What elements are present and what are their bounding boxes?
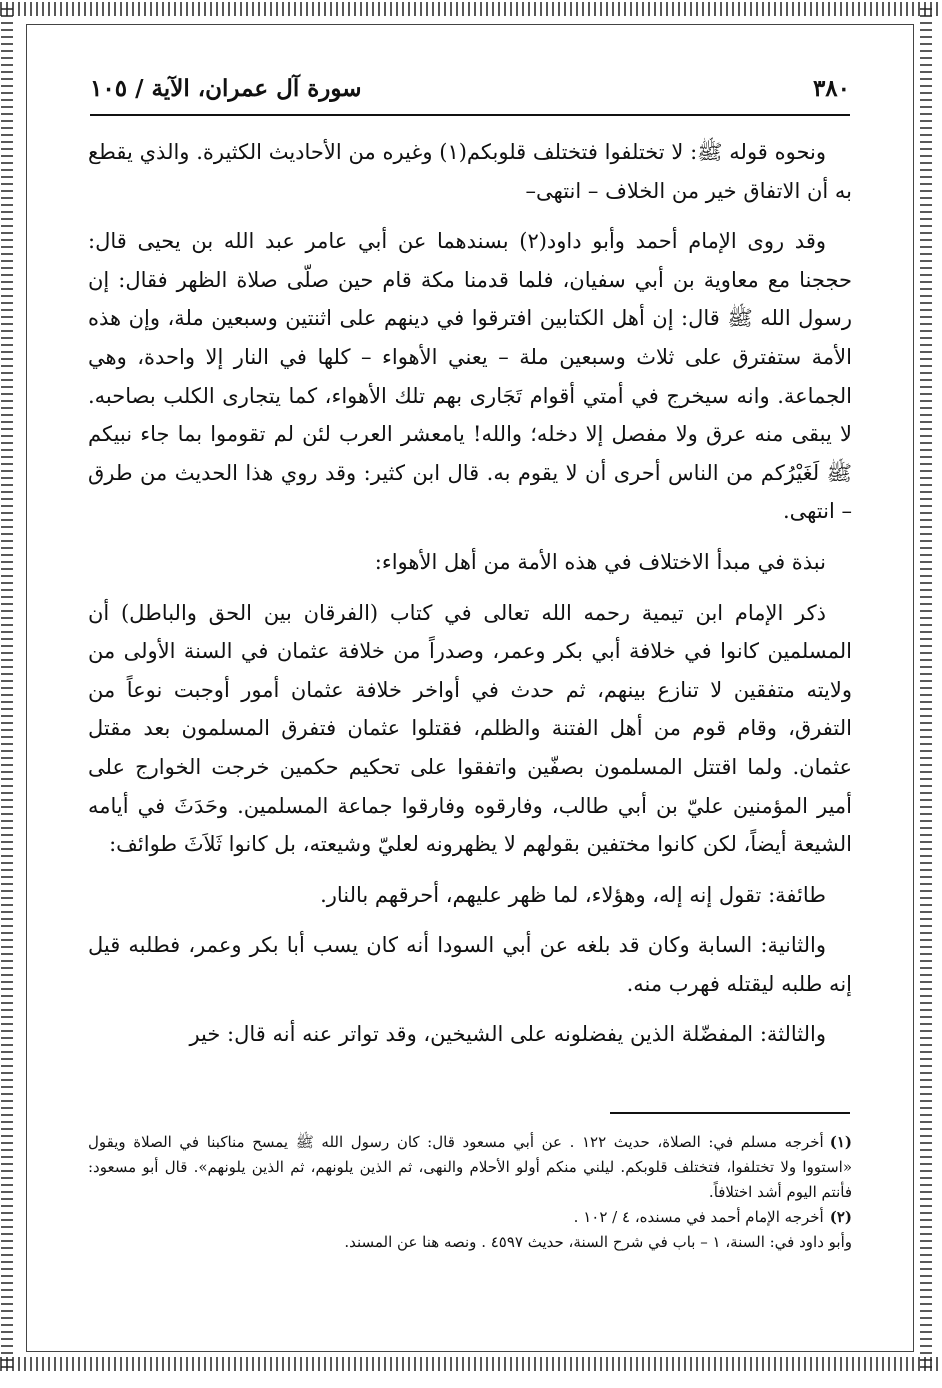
- page-number: ٣٨٠: [812, 74, 850, 102]
- ornamental-border-top: [0, 2, 942, 16]
- footnote: [88, 1130, 852, 1205]
- ornamental-border-right: [920, 8, 932, 1368]
- paragraph: وقد روى الإمام أحمد وأبو داود(٢) بسندهما عن أبي عامر عبد الله بن يحيى قال: حججنا مع معاوية بن أبي سفيان، فلما قدمنا مكة قام حين صلّى صلاة الظهر فقال: إن رسول الله ﷺ قال: إن أهل الكتابين افترقوا في دينهم على اثنتين وسبعين ملة، وإن هذه الأمة ستفترق على ثلاث وسبعين ملة – يعني الأهواء – كلها في النار إلا واحدة، وهي الجماعة. وانه سيخرج في أمتي أقوام تَجَارى بهم تلك الأهواء، كما يتجارى الكلب بصاحبه. لا يبقى منه عرق ولا مفصل إلا دخله؛ والله! يامعشر العرب لئن لم تقوموا بما جاء نبيكم ﷺ لَغَيْرُكم من الناس أحرى أن لا يقوم به. قال ابن كثير: وقد روي هذا الحديث من طرق – انتهى.: [88, 229, 852, 524]
- footnote: [88, 1205, 852, 1230]
- footnotes: [88, 1130, 852, 1255]
- footnote-text: أخرجه مسلم في: الصلاة، حديث ١٢٢ . عن أبي مسعود قال: كان رسول الله ﷺ يمسح مناكبنا في الصلاة ويقول «استووا ولا تختلفوا، فتختلف قلوبكم. ليلني منكم أولو الأحلام والنهى، ثم الذين يلونهم، ثم الذين يلونهم». قال أبو مسعود: فأنتم اليوم أشد اختلافاً.: [88, 1133, 852, 1201]
- paragraph: ونحوه قوله ﷺ: لا تختلفوا فتختلف قلوبكم(١) وغيره من الأحاديث الكثيرة. والذي يقطع به أن الاتفاق خير من الخلاف – انتهى–: [88, 140, 852, 203]
- footnote-rule: [610, 1112, 850, 1114]
- footnote-text: وأبو داود في: السنة، ١ – باب في شرح السنة، حديث ٤٥٩٧ . ونصه هنا عن المسند.: [344, 1233, 852, 1251]
- paragraph: والثالثة: المفضّلة الذين يفضلونه على الشيخين، وقد تواتر عنه أنه قال: خير: [189, 1022, 826, 1047]
- ornamental-border-left: [1, 8, 13, 1368]
- header-rule: [90, 114, 850, 116]
- ornamental-border-bottom: [0, 1357, 942, 1371]
- running-title: سورة آل عمران، الآية / ١٠٥: [90, 74, 362, 102]
- footnote-number: (١): [829, 1133, 852, 1151]
- paragraph: طائفة: تقول إنه إله، وهؤلاء، لما ظهر عليهم، أحرقهم بالنار.: [320, 882, 826, 907]
- footnote-text: أخرجه الإمام أحمد في مسنده، ٤ / ١٠٢ .: [573, 1208, 824, 1226]
- paragraph: والثانية: السابة وكان قد بلغه عن أبي السودا أنه كان يسب أبا بكر وعمر، فطلبه قيل إنه طلبه ليقتله فهرب منه.: [88, 933, 852, 996]
- footnote-number: (٢): [829, 1208, 852, 1226]
- section-heading: نبذة في مبدأ الاختلاف في هذه الأمة من أهل الأهواء:: [374, 549, 826, 574]
- paragraph: ذكر الإمام ابن تيمية رحمه الله تعالى في كتاب (الفرقان بين الحق والباطل) أن المسلمين كانوا في خلافة أبي بكر وعمر، وصدراً من خلافة عثمان في السنة الأولى من ولايته متفقين لا تنازع بينهم، ثم حدث في أواخر خلافة عثمان أمور أوجبت نوعاً من التفرق، وقام قوم من أهل الفتنة والظلم، فقتلوا عثمان فتفرق المسلمون بعد مقتل عثمان. ولما اقتتل المسلمون بصفّين واتفقوا على تحكيم حكمين خرجت الخوارج على أمير المؤمنين عليّ بن أبي طالب، وفارقوه وفارقوا جماعة المسلمين. وحَدَثَ في أيامه الشيعة أيضاً، لكن كانوا مختفين بقولهم لا يظهرونه لعليّ وشيعته، بل كانوا ثَلاَثَ طوائف:: [88, 600, 852, 857]
- main-text: [88, 133, 852, 1066]
- page-header: [90, 68, 850, 108]
- footnote: [88, 1230, 852, 1255]
